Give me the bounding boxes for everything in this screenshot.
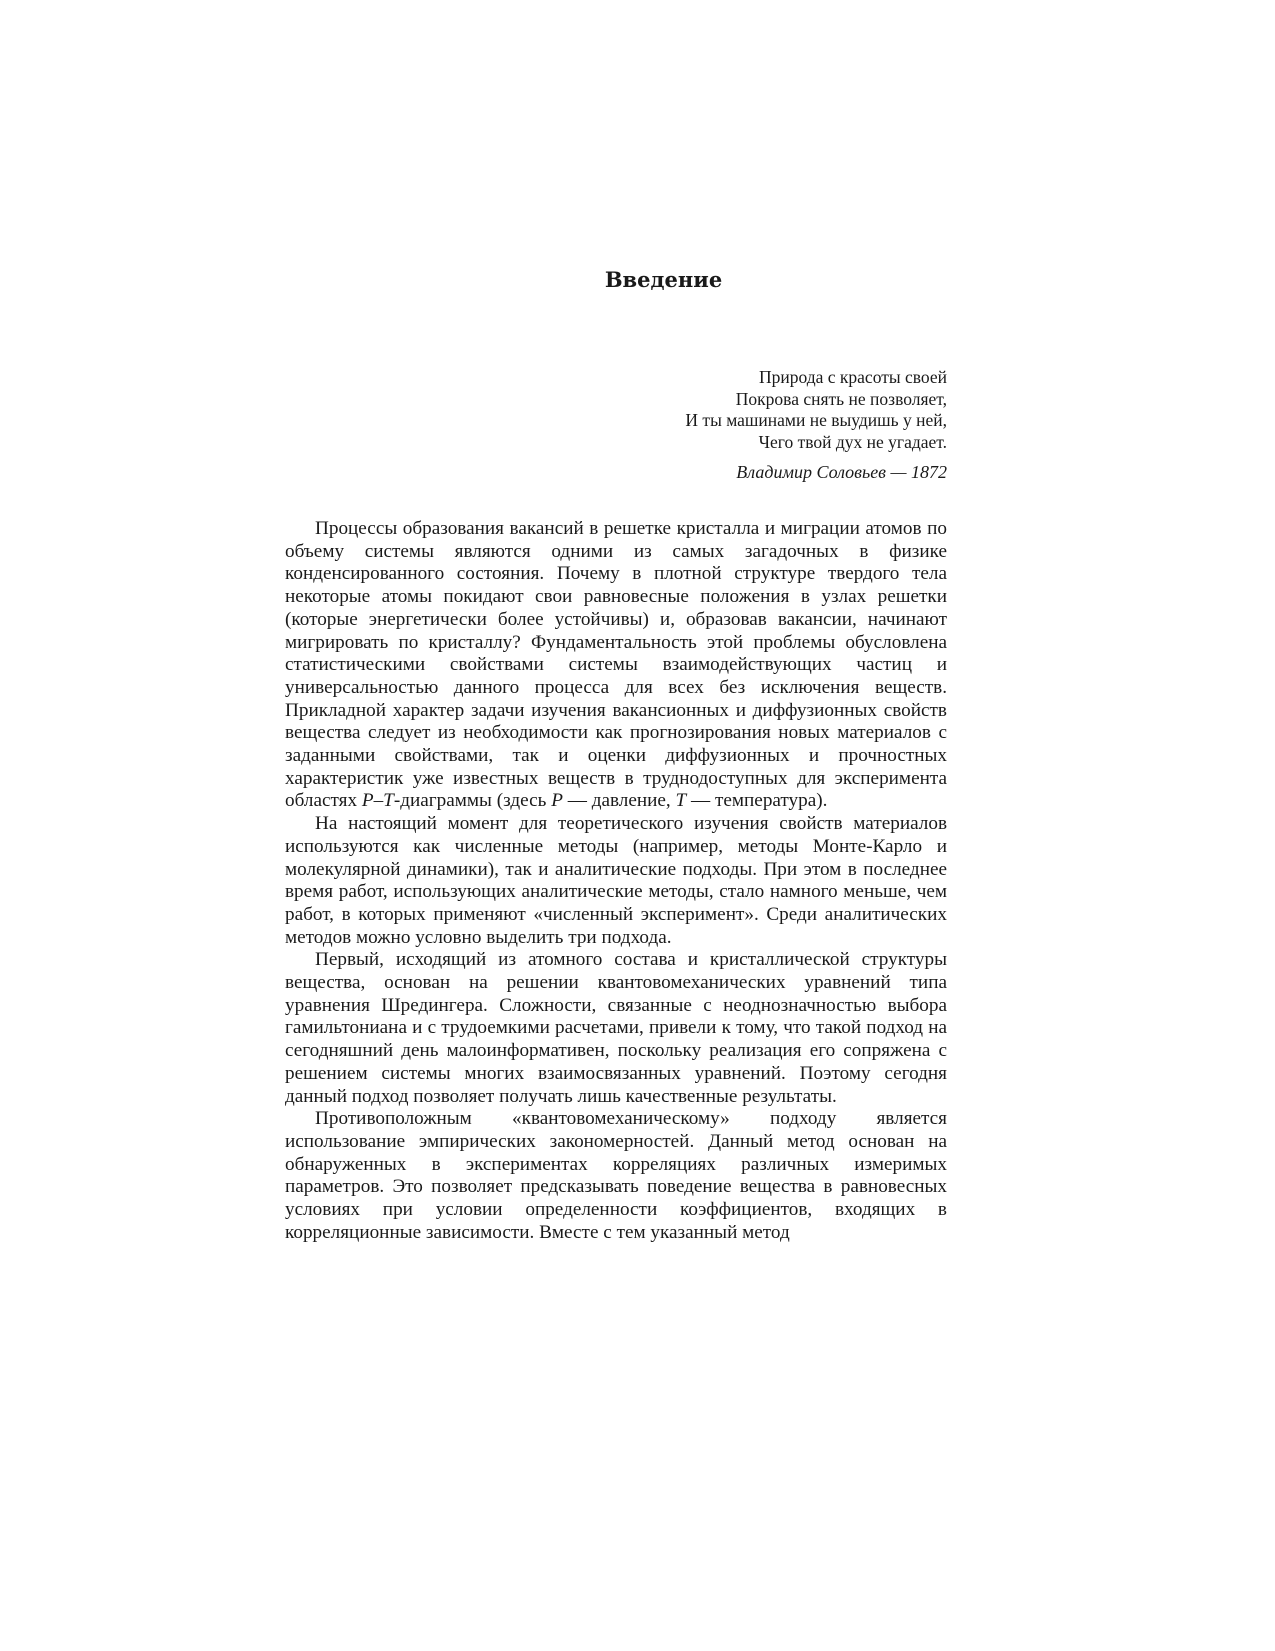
epigraph-line: Природа с красоты своей bbox=[758, 367, 947, 387]
math-symbol-p: P bbox=[361, 790, 374, 812]
epigraph bbox=[685, 367, 947, 484]
epigraph-line: И ты машинами не выудишь у ней, bbox=[685, 410, 947, 431]
epigraph-line: Покрова снять не позволяет, bbox=[735, 388, 947, 409]
page-title: Введение bbox=[604, 267, 723, 292]
paragraph-1-text-mid: — давление, bbox=[562, 790, 676, 812]
math-symbol-t: T bbox=[675, 790, 687, 812]
paragraph-4: Противоположным «квантовомеханическому» подходу является использование эмпирических закономерностей. Данный метод основан на обнаруженных в экспериментах корреляциях различных измеримых параметров. Это позволяет предсказывать поведение вещества в равновесных условиях при условии определенности коэффициентов, входящих в корреляционные зависимости. Вместе с тем указанный метод bbox=[285, 1108, 947, 1243]
epigraph-line: Чего твой дух не угадает. bbox=[758, 431, 947, 452]
paragraph-2: На настоящий момент для теоретического изучения свойств материалов используются как численные методы (например, методы Монте-Карло и молекулярной динамики), так и аналитические подходы. При этом в последнее время работ, использующих аналитические методы, стало намного меньше, чем работ, в которых применяют «численный эксперимент». Среди аналитических методов можно условно выделить три подхода. bbox=[285, 813, 947, 948]
paragraph-1-text: Процессы образования вакансий в решетке кристалла и миграции атомов по объему системы являются одними из самых загадочных в физике конденсированного состояния. Почему в плотной структуре твердого тела некоторые атомы покидают свои равновесные положения в узлах решетки (которые энергетически более устойчивы) и, образовав вакансии, начинают мигрировать по кристаллу? Фундаментальность этой проблемы обусловлена статистическими свойствами системы взаимодействующих частиц и универсальностью данного процесса для всех без исключения веществ. Прикладной характер задачи изучения вакансионных и диффузионных свойств вещества следует из необходимости как прогнозирования новых материалов с заданными свойствами, так и оценки диффузионных и прочностных характеристик уже известных веществ в труднодоступных для эксперимента областях bbox=[285, 518, 947, 812]
paragraph-3: Первый, исходящий из атомного состава и кристаллической структуры вещества, основан на решении квантовомеханических уравнений типа уравнения Шредингера. Сложности, связанные с неоднозначностью выбора гамильтониана и с трудоемкими расчетами, привели к тому, что такой подход на сегодняшний день малоинформативен, поскольку реализация его сопряжена с решением системы многих взаимосвязанных уравнений. Поэтому сегодня данный подход позволяет получать лишь качественные результаты. bbox=[285, 949, 947, 1107]
body-text bbox=[285, 518, 947, 1245]
math-symbol-t: T bbox=[383, 790, 394, 812]
paragraph-1-text-cont: -диаграммы (здесь bbox=[393, 790, 552, 812]
paragraph-1 bbox=[285, 518, 947, 813]
math-symbol-p: P bbox=[551, 790, 563, 812]
en-dash: – bbox=[373, 790, 384, 812]
epigraph-attribution: Владимир Соловьев — 1872 bbox=[736, 462, 947, 483]
paragraph-1-text-end: — температура). bbox=[686, 790, 828, 812]
